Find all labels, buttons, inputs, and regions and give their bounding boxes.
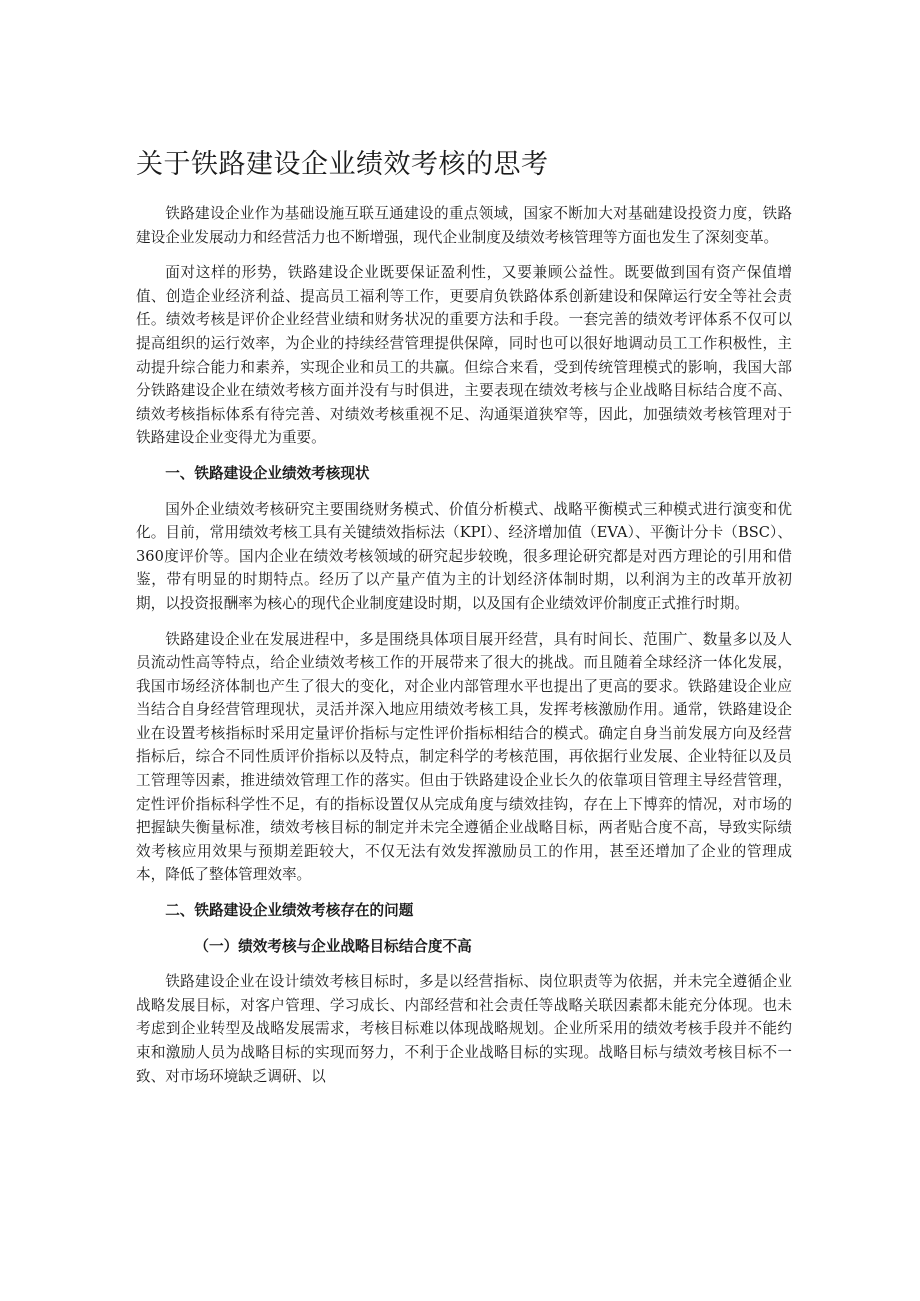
section-1-paragraph-2: 铁路建设企业在发展进程中，多是围绕具体项目展开经营，具有时间长、范围广、数量多以及人员流动性高等特点，给企业绩效考核工作的开展带来了很大的挑战。而且随着全球经济一体化发展，我国市场经济体制也产生了很大的变化，对企业内部管理水平也提出了更高的要求。铁路建设企业应当结合自身经营管理现状，灵活并深入地应用绩效考核工具，发挥考核激励作用。通常，铁路建设企业在设置考核指标时采用定量评价指标与定性评价指标相结合的模式。确定自身当前发展方向及经营指标后，综合不同性质评价指标以及特点，制定科学的考核范围，再依据行业发展、企业特征以及员工管理等因素，推进绩效管理工作的落实。但由于铁路建设企业长久的依靠项目管理主导经营管理，定性评价指标科学性不足，有的指标设置仅从完成角度与绩效挂钩，存在上下博弈的情况，对市场的把握缺失衡量标准，绩效考核目标的制定并未完全遵循企业战略目标，两者贴合度不高，导致实际绩效考核应用效果与预期差距较大，不仅无法有效发挥激励员工的作用，甚至还增加了企业的管理成本，降低了整体管理效率。 xyxy=(136,630,792,884)
intro-paragraph-1: 铁路建设企业作为基础设施互联互通建设的重点领域，国家不断加大对基础建设投资力度，铁路建设企业发展动力和经营活力也不断增强，现代企业制度及绩效考核管理等方面也发生了深刻变革。 xyxy=(136,205,792,246)
document-page xyxy=(136,148,792,1100)
section-1-heading: 一、铁路建设企业绩效考核现状 xyxy=(165,464,370,482)
section-2-heading: 二、铁路建设企业绩效考核存在的问题 xyxy=(165,902,414,920)
section-1-paragraph-1: 国外企业绩效考核研究主要围绕财务模式、价值分析模式、战略平衡模式三种模式进行演变和优化。目前，常用绩效考核工具有关键绩效指标法（KPI）、经济增加值（EVA）、平衡计分卡（BSC）、360度评价等。国内企业在绩效考核领域的研究起步较晚，很多理论研究都是对西方理论的引用和借鉴，带有明显的时期特点。经历了以产量产值为主的计划经济体制时期，以利润为主的改革开放初期，以投资报酬率为核心的现代企业制度建设时期，以及国有企业绩效评价制度正式推行时期。 xyxy=(136,500,792,612)
section-2-sub-1-paragraph: 铁路建设企业在设计绩效考核目标时，多是以经营指标、岗位职责等为依据，并未完全遵循企业战略发展目标，对客户管理、学习成长、内部经营和社会责任等战略关联因素都未能充分体现。也未考虑到企业转型及战略发展需求，考核目标难以体现战略规划。企业所采用的绩效考核手段并不能约束和激励人员为战略目标的实现而努力，不利于企业战略目标的实现。战略目标与绩效考核目标不一致、对市场环境缺乏调研、以 xyxy=(136,973,792,1085)
document-title: 关于铁路建设企业绩效考核的思考 xyxy=(136,149,549,180)
section-2-subheading-1: （一）绩效考核与企业战略目标结合度不高 xyxy=(194,937,472,955)
intro-paragraph-2: 面对这样的形势，铁路建设企业既要保证盈利性，又要兼顾公益性。既要做到国有资产保值增值、创造企业经济利益、提高员工福利等工作，更要肩负铁路体系创新建设和保障运行安全等社会责任。绩效考核是评价企业经营业绩和财务状况的重要方法和手段。一套完善的绩效考评体系不仅可以提高组织的运行效率，为企业的持续经营管理提供保障，同时也可以很好地调动员工工作积极性，主动提升综合能力和素养，实现企业和员工的共赢。但综合来看，受到传统管理模式的影响，我国大部分铁路建设企业在绩效考核方面并没有与时俱进，主要表现在绩效考核与企业战略目标结合度不高、绩效考核指标体系有待完善、对绩效考核重视不足、沟通渠道狭窄等，因此，加强绩效考核管理对于铁路建设企业变得尤为重要。 xyxy=(136,264,792,447)
